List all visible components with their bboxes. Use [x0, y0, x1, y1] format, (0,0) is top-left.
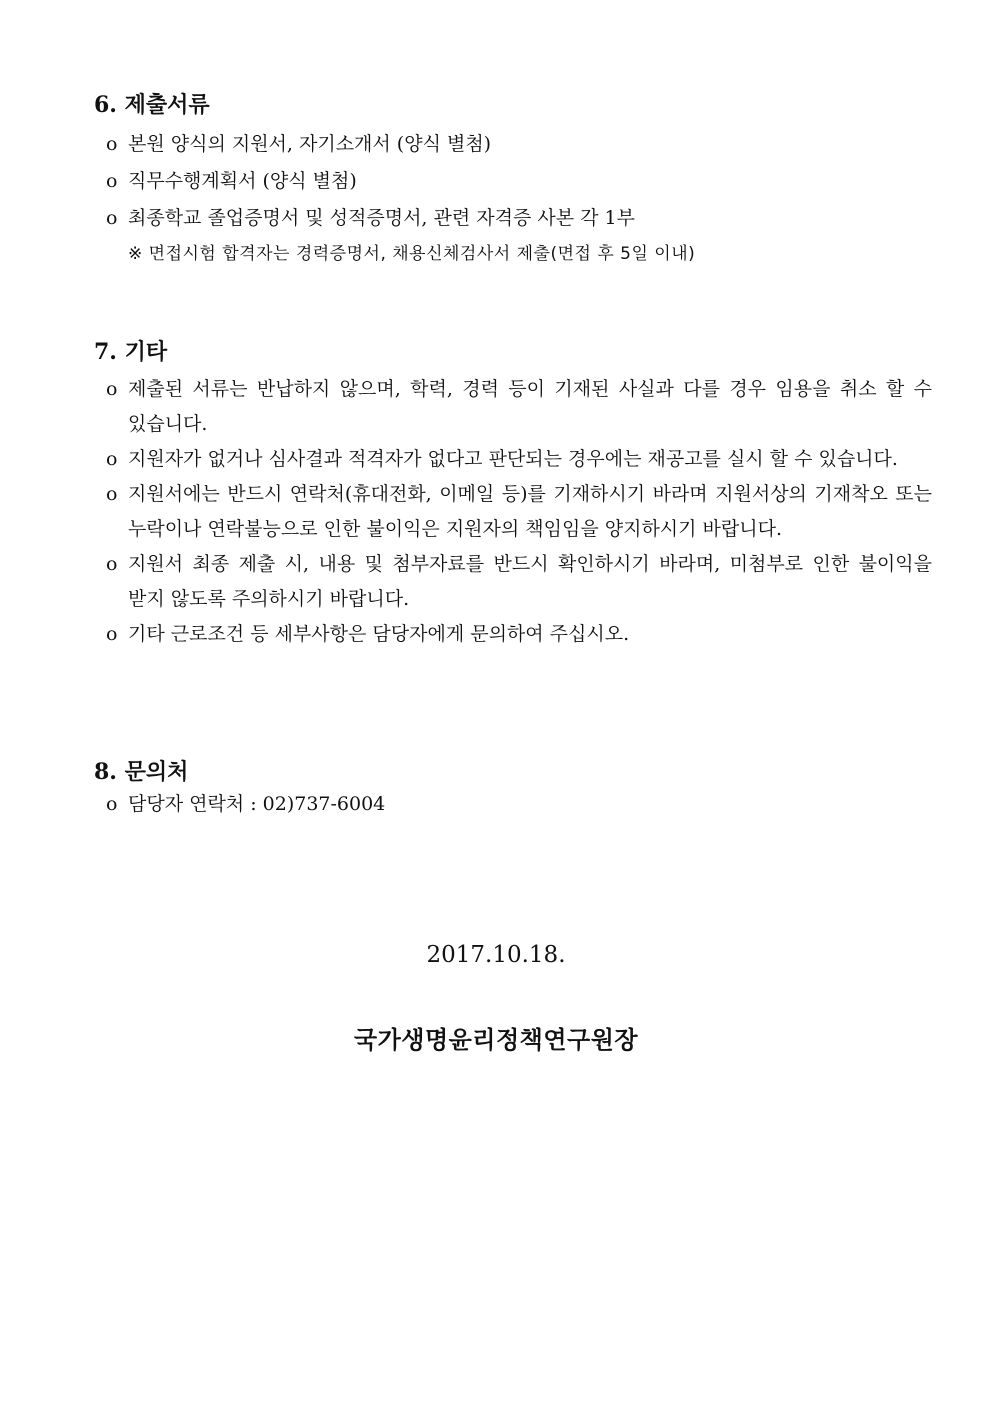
section-contact: [94, 757, 914, 822]
bullet-marker: o: [106, 623, 118, 645]
section-6-heading: 6. 제출서류: [94, 92, 210, 118]
bullet-marker: o: [106, 793, 118, 815]
list-item: [94, 547, 932, 617]
item-text: 지원서 최종 제출 시, 내용 및 첨부자료를 반드시 확인하시기 바라며, 미첨부로 인한 불이익을 받지 않도록 주의하시기 바랍니다.: [128, 553, 932, 610]
bullet-marker: o: [106, 133, 118, 155]
list-item: [94, 442, 932, 477]
list-item: [94, 372, 932, 442]
item-text: 지원자가 없거나 심사결과 적격자가 없다고 판단되는 경우에는 재공고를 실시 할 수 있습니다.: [128, 448, 898, 470]
bullet-marker: o: [106, 378, 118, 400]
section-8-heading: 8. 문의처: [94, 759, 189, 785]
section-submission-documents: [94, 90, 914, 272]
item-text: 지원서에는 반드시 연락처(휴대전화, 이메일 등)를 기재하시기 바라며 지원서상의 기재착오 또는 누락이나 연락불능으로 인한 불이익은 지원자의 책임임을 양지하시기 바랍니다.: [128, 483, 932, 540]
bullet-marker: o: [106, 483, 118, 505]
list-item: [94, 617, 932, 652]
item-text: 제출된 서류는 반납하지 않으며, 학력, 경력 등이 기재된 사실과 다를 경우 임용을 취소 할 수 있습니다.: [128, 378, 932, 435]
contact-text: 담당자 연락처 : 02)737-6004: [128, 793, 386, 815]
bullet-marker: o: [106, 207, 118, 229]
section-7-heading: 7. 기타: [94, 339, 168, 365]
section-other: [94, 337, 932, 652]
bullet-marker: o: [106, 170, 118, 192]
document-date: 2017.10.18.: [426, 942, 566, 968]
list-item: [94, 127, 932, 162]
list-item: [94, 164, 932, 199]
list-item: [94, 787, 932, 822]
list-item: [94, 477, 932, 547]
list-item: [94, 201, 932, 236]
bullet-marker: o: [106, 448, 118, 470]
bullet-marker: o: [106, 553, 118, 575]
item-text: 최종학교 졸업증명서 및 성적증명서, 관련 자격증 사본 각 1부: [128, 207, 635, 229]
note-text: ※ 면접시험 합격자는 경력증명서, 채용신체검사서 제출(면접 후 5일 이내): [128, 244, 696, 264]
item-text: 본원 양식의 지원서, 자기소개서 (양식 별첨): [128, 133, 492, 155]
item-text: 직무수행계획서 (양식 별첨): [128, 170, 357, 192]
organization-signature: 국가생명윤리정책연구원장: [353, 1025, 639, 1054]
item-text: 기타 근로조건 등 세부사항은 담당자에게 문의하여 주십시오.: [128, 623, 630, 645]
